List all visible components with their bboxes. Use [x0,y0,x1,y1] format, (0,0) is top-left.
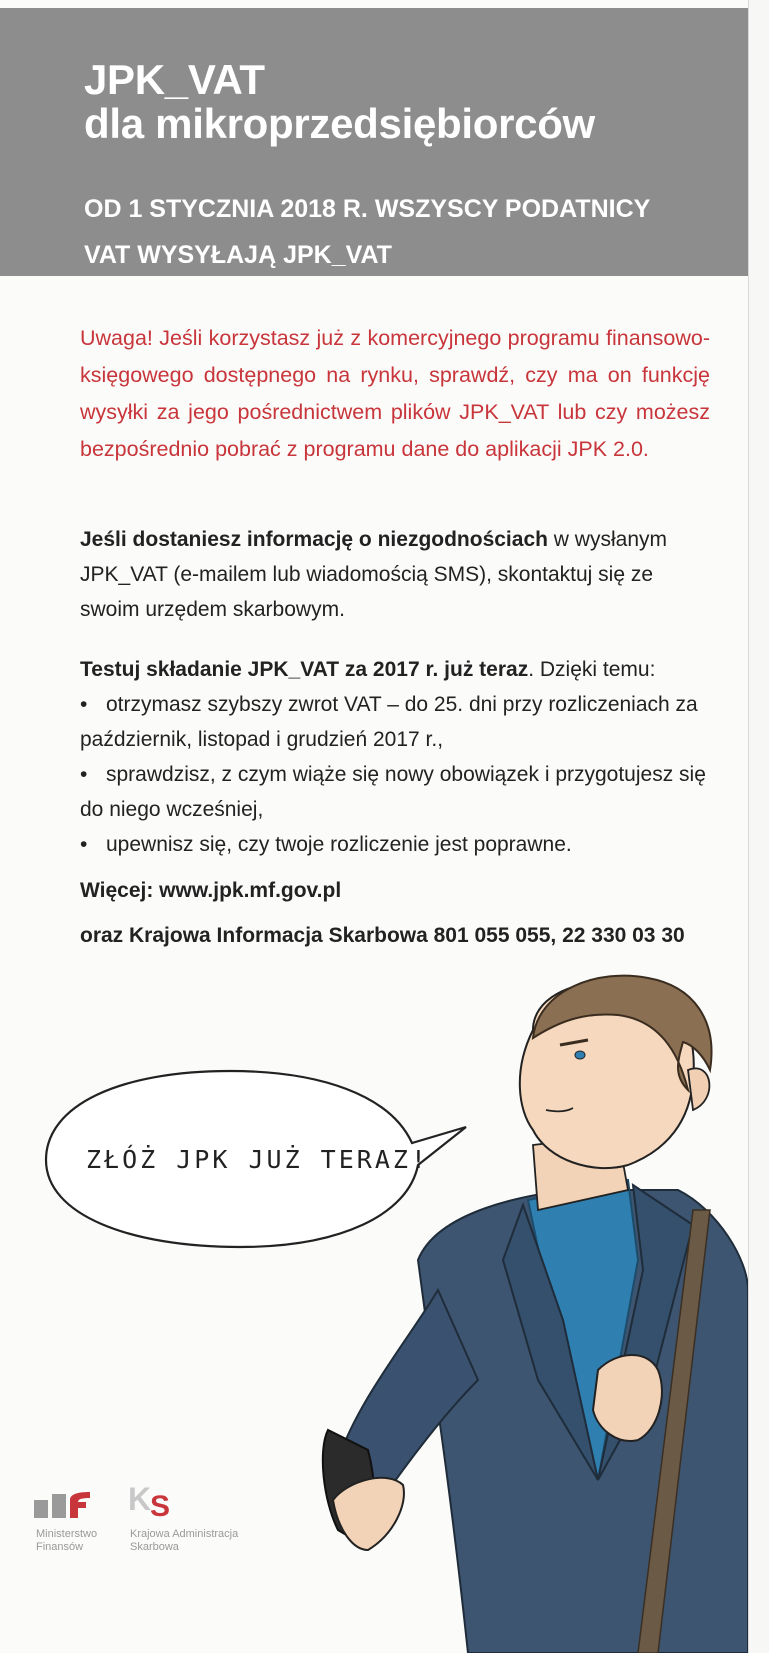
website-line: Więcej: www.jpk.mf.gov.pl [80,879,342,902]
list-item [80,687,710,757]
mf-logo-icon [34,1490,94,1520]
svg-text:S: S [150,1490,171,1520]
title-line-2: dla mikroprzedsiębiorców [84,100,595,147]
list-item [80,827,710,862]
subtitle-line-2: VAT WYSYŁAJĄ JPK_VAT [84,241,392,269]
page-subtitle [84,186,724,278]
list-item-text: sprawdzisz, z czym wiąże się nowy obowiązek i przygotujesz się do niego wcześniej, [80,763,706,821]
page-title [84,58,595,146]
info-rest: w wysłanym JPK_VAT (e-mailem lub wiadomością SMS), skontaktuj się ze swoim urzędem skarbowym. [80,528,667,621]
list-item [80,757,710,827]
mf-caption-line-2: Finansów [36,1541,84,1553]
bullet-icon: • [80,763,88,786]
more-info [80,868,710,958]
hotline-line: oraz Krajowa Informacja Skarbowa 801 055 055, 22 330 03 30 [80,924,685,947]
bullet-icon: • [80,833,88,856]
header-banner [0,8,748,276]
kas-logo [128,1480,298,1580]
cartoon-man-icon [298,960,748,1653]
list-item-text: otrzymasz szybszy zwrot VAT – do 25. dni przy rozliczeniach za październik, listopad i grudzień 2017 r., [80,693,698,751]
svg-text:K: K [128,1481,152,1517]
test-rest: . Dzięki temu: [528,658,656,681]
kas-caption-line-1: Krajowa Administracja [130,1528,239,1540]
test-paragraph [80,652,710,862]
info-paragraph [80,522,710,627]
bubble-text: ZŁÓŻ JPK JUŻ TERAZ! [86,1145,429,1174]
subtitle-line-1: OD 1 STYCZNIA 2018 R. WSZYSCY PODATNICY [84,195,651,223]
test-intro [80,652,710,687]
test-bold: Testuj składanie JPK_VAT za 2017 r. już teraz [80,658,529,681]
mf-caption-line-1: Ministerstwo [36,1528,98,1540]
bullet-icon: • [80,693,88,716]
warning-paragraph: Uwaga! Jeśli korzystasz już z komercyjnego programu finansowo-księgowego dostępnego na rynku, sprawdź, czy ma on funkcję wysyłki za jego pośrednictwem plików JPK_VAT lub czy możesz bezpośrednio pobrać z programu dane do aplikacji JPK 2.0. [80,326,710,461]
info-bold: Jeśli dostaniesz informację o niezgodnościach [80,528,548,551]
kas-logo-icon [128,1480,184,1520]
list-item-text: upewnisz się, czy twoje rozliczenie jest poprawne. [106,833,572,856]
kas-caption-line-2: Skarbowa [130,1541,179,1553]
title-line-1: JPK_VAT [84,56,265,103]
